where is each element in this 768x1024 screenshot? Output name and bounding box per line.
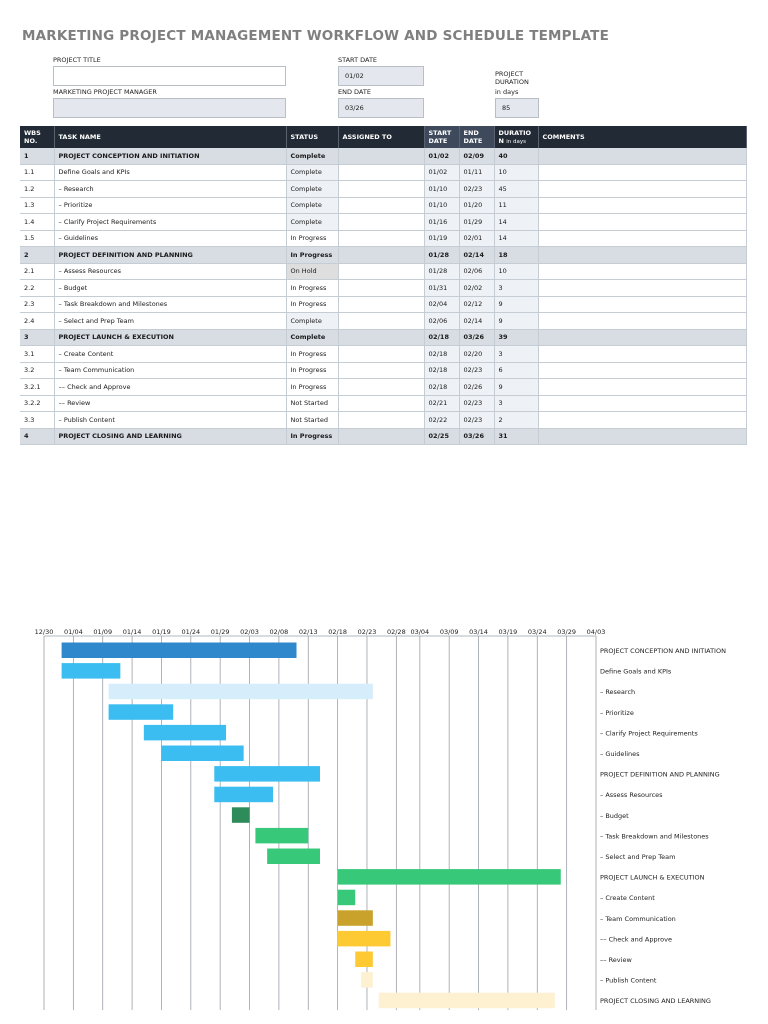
gantt-task-label: Define Goals and KPIs [600,667,672,676]
cell-duration[interactable]: 40 [494,148,538,164]
cell-end-date[interactable]: 02/23 [459,395,494,412]
gantt-bar [338,890,356,906]
cell-comments[interactable] [538,181,746,198]
gantt-task-label: – Clarify Project Requirements [600,729,698,738]
gantt-bar [214,787,273,803]
cell-assigned-to[interactable] [338,329,424,346]
x-tick-label: 01/09 [93,628,113,636]
x-tick-label: 02/18 [328,628,347,636]
cell-comments[interactable] [538,329,746,346]
cell-duration[interactable]: 10 [494,263,538,280]
cell-start-date[interactable]: 01/16 [424,214,459,231]
cell-comments[interactable] [538,428,746,445]
table-row[interactable] [20,362,746,379]
cell-assigned-to[interactable] [338,313,424,330]
cell-duration[interactable]: 9 [494,296,538,313]
table-row[interactable] [20,379,746,396]
cell-assigned-to[interactable] [338,148,424,164]
x-tick-label: 02/13 [298,628,318,636]
cell-comments[interactable] [538,230,746,247]
cell-assigned-to[interactable] [338,263,424,280]
gantt-task-label: PROJECT CONCEPTION AND INITIATION [600,647,726,655]
header-duration-text: DURATIO N [498,128,532,145]
cell-duration[interactable]: 39 [494,329,538,346]
x-tick-label: 02/28 [386,628,406,636]
cell-end-date[interactable]: 02/01 [459,230,494,247]
gantt-bar [267,849,320,865]
cell-duration[interactable]: 18 [494,247,538,264]
gantt-bar [109,704,174,720]
table-row[interactable] [20,214,746,231]
cell-task-name[interactable]: PROJECT CLOSING AND LEARNING [54,428,286,445]
cell-end-date[interactable]: 02/23 [459,181,494,198]
cell-comments[interactable] [538,346,746,363]
cell-assigned-to[interactable] [338,362,424,379]
cell-wbs[interactable]: 1.5 [20,230,54,247]
gantt-task-label: – Task Breakdown and Milestones [600,832,709,841]
cell-task-name[interactable]: –– Check and Approve [54,379,286,396]
x-tick-label: 03/24 [527,628,547,636]
header-wbs: WBS NO. [20,126,54,148]
cell-assigned-to[interactable] [338,280,424,297]
page-title: MARKETING PROJECT MANAGEMENT WORKFLOW AND SCHEDULE TEMPLATE [22,28,610,44]
cell-task-name[interactable]: Define Goals and KPIs [54,164,286,181]
cell-assigned-to[interactable] [338,412,424,429]
cell-task-name[interactable]: – Budget [54,280,286,297]
cell-comments[interactable] [538,412,746,429]
cell-status[interactable]: Complete [286,181,338,198]
x-tick-label: 04/03 [586,628,606,636]
gantt-bar [232,807,250,823]
cell-comments[interactable] [538,296,746,313]
cell-end-date[interactable]: 02/23 [459,362,494,379]
cell-wbs[interactable]: 1.1 [20,164,54,181]
start-date-label: START DATE [338,56,378,64]
cell-status[interactable]: Complete [286,214,338,231]
table-row[interactable] [20,313,746,330]
gantt-task-label: PROJECT DEFINITION AND PLANNING [600,770,720,779]
cell-task-name[interactable]: PROJECT DEFINITION AND PLANNING [54,247,286,264]
header-assigned-to: ASSIGNED TO [338,126,424,148]
cell-wbs[interactable]: 2.3 [20,296,54,313]
gantt-bar [62,663,121,679]
cell-wbs[interactable]: 2 [20,247,54,264]
cell-end-date[interactable]: 02/26 [459,379,494,396]
cell-start-date[interactable]: 01/28 [424,263,459,280]
cell-task-name[interactable]: PROJECT LAUNCH & EXECUTION [54,329,286,346]
cell-end-date[interactable]: 01/11 [459,164,494,181]
cell-comments[interactable] [538,197,746,214]
cell-status[interactable]: Complete [286,313,338,330]
cell-start-date[interactable]: 02/18 [424,329,459,346]
cell-end-date[interactable]: 02/14 [459,313,494,330]
phase-row[interactable] [20,329,746,346]
phase-row[interactable] [20,428,746,445]
start-date-field[interactable]: 01/02 [338,66,424,86]
table-row[interactable] [20,346,746,363]
cell-wbs[interactable]: 3.2 [20,362,54,379]
cell-wbs[interactable]: 1.4 [20,214,54,231]
cell-duration[interactable]: 2 [494,412,538,429]
cell-start-date[interactable]: 02/21 [424,395,459,412]
table-row[interactable] [20,181,746,198]
table-row[interactable] [20,197,746,214]
cell-comments[interactable] [538,247,746,264]
x-tick-label: 02/23 [357,628,377,636]
cell-assigned-to[interactable] [338,296,424,313]
cell-comments[interactable] [538,313,746,330]
x-tick-label: 03/19 [498,628,518,636]
cell-end-date[interactable]: 03/26 [459,329,494,346]
phase-row[interactable] [20,148,746,164]
cell-status[interactable]: Not Started [286,412,338,429]
x-tick-label: 01/19 [152,628,171,636]
cell-assigned-to[interactable] [338,428,424,445]
cell-status[interactable]: Not Started [286,395,338,412]
cell-duration[interactable]: 10 [494,164,538,181]
x-tick-label: 02/08 [269,628,289,636]
cell-duration[interactable]: 45 [494,181,538,198]
cell-comments[interactable] [538,395,746,412]
cell-status[interactable]: Complete [286,329,338,346]
cell-task-name[interactable]: – Task Breakdown and Milestones [54,296,286,313]
x-tick-label: 01/24 [181,628,201,636]
cell-duration[interactable]: 6 [494,362,538,379]
cell-end-date[interactable]: 02/12 [459,296,494,313]
table-row[interactable] [20,263,746,280]
cell-end-date[interactable]: 02/14 [459,247,494,264]
table-header-row [20,126,746,148]
x-tick-label: 01/29 [210,628,230,636]
cell-status[interactable]: On Hold [286,263,338,280]
cell-end-date[interactable]: 02/02 [459,280,494,297]
cell-status[interactable]: In Progress [286,428,338,445]
phase-row[interactable] [20,247,746,264]
manager-label: MARKETING PROJECT MANAGER [53,88,157,96]
gantt-task-label: –– Check and Approve [600,935,672,944]
header-start-date: START DATE [424,126,459,148]
table-row[interactable] [20,395,746,412]
gantt-chart [0,622,768,1017]
cell-assigned-to[interactable] [338,346,424,363]
table-row[interactable] [20,280,746,297]
cell-assigned-to[interactable] [338,230,424,247]
cell-wbs[interactable]: 2.4 [20,313,54,330]
cell-task-name[interactable]: – Assess Resources [54,263,286,280]
gantt-bar [144,725,226,741]
header-duration [494,126,538,148]
cell-wbs[interactable]: 3.1 [20,346,54,363]
gantt-bar [255,828,308,844]
header-status: STATUS [286,126,338,148]
cell-start-date[interactable]: 02/06 [424,313,459,330]
cell-task-name[interactable]: – Create Content [54,346,286,363]
cell-status[interactable]: Complete [286,148,338,164]
table-row[interactable] [20,296,746,313]
cell-assigned-to[interactable] [338,395,424,412]
cell-end-date[interactable]: 02/23 [459,412,494,429]
x-tick-label: 03/14 [469,628,488,636]
x-tick-label: 01/04 [63,628,83,636]
duration-field: 85 [495,98,539,118]
cell-duration[interactable]: 14 [494,230,538,247]
cell-wbs[interactable]: 1.3 [20,197,54,214]
gantt-bar [379,993,555,1009]
x-tick-label: 02/03 [240,628,259,636]
cell-status[interactable]: In Progress [286,346,338,363]
cell-wbs[interactable]: 3.3 [20,412,54,429]
table-row[interactable] [20,164,746,181]
gantt-task-label: – Team Communication [600,914,676,923]
gantt-task-label: – Assess Resources [600,791,663,800]
cell-status[interactable]: In Progress [286,230,338,247]
cell-comments[interactable] [538,164,746,181]
cell-end-date[interactable]: 03/26 [459,428,494,445]
table-row[interactable] [20,230,746,247]
cell-wbs[interactable]: 3.2.2 [20,395,54,412]
cell-status[interactable]: Complete [286,164,338,181]
cell-end-date[interactable]: 02/06 [459,263,494,280]
end-date-field[interactable]: 03/26 [338,98,424,118]
cell-wbs[interactable]: 3.2.1 [20,379,54,396]
cell-start-date[interactable]: 01/19 [424,230,459,247]
cell-duration[interactable]: 9 [494,313,538,330]
project-title-label: PROJECT TITLE [53,56,101,64]
cell-start-date[interactable]: 02/25 [424,428,459,445]
x-tick-label: 12/30 [34,628,54,636]
cell-status[interactable]: In Progress [286,379,338,396]
gantt-bar [161,746,243,762]
cell-task-name[interactable]: – Team Communication [54,362,286,379]
cell-duration[interactable]: 14 [494,214,538,231]
cell-end-date[interactable]: 02/20 [459,346,494,363]
gantt-task-label: PROJECT LAUNCH & EXECUTION [600,873,705,882]
cell-status[interactable]: Complete [286,197,338,214]
cell-start-date[interactable]: 02/04 [424,296,459,313]
cell-wbs[interactable]: 2.2 [20,280,54,297]
cell-duration[interactable]: 31 [494,428,538,445]
header-duration-sub: in days [506,138,526,145]
cell-comments[interactable] [538,263,746,280]
gantt-task-label: – Budget [600,811,629,820]
cell-status[interactable]: In Progress [286,296,338,313]
task-table [20,126,747,445]
cell-duration[interactable]: 3 [494,280,538,297]
header-comments: COMMENTS [538,126,746,148]
cell-assigned-to[interactable] [338,181,424,198]
x-tick-label: 01/14 [122,628,142,636]
duration-label: PROJECT DURATION [495,70,529,86]
cell-wbs[interactable]: 1 [20,148,54,164]
cell-start-date[interactable]: 02/18 [424,346,459,363]
gantt-bar [361,972,373,988]
manager-field[interactable] [53,98,286,118]
cell-end-date[interactable]: 01/20 [459,197,494,214]
gantt-task-label: – Guidelines [600,750,640,758]
cell-start-date[interactable]: 02/22 [424,412,459,429]
cell-assigned-to[interactable] [338,164,424,181]
cell-start-date[interactable]: 01/10 [424,181,459,198]
duration-sublabel: in days [495,88,519,96]
cell-status[interactable]: In Progress [286,247,338,264]
cell-duration[interactable]: 3 [494,395,538,412]
cell-start-date[interactable]: 01/02 [424,164,459,181]
gantt-bar [62,643,297,659]
gantt-task-label: – Research [600,688,636,697]
cell-start-date[interactable]: 01/28 [424,247,459,264]
cell-comments[interactable] [538,148,746,164]
cell-duration[interactable]: 3 [494,346,538,363]
gantt-bar [338,910,373,926]
cell-start-date[interactable]: 01/02 [424,148,459,164]
gantt-task-label: –– Review [600,956,632,964]
cell-status[interactable]: In Progress [286,280,338,297]
x-tick-label: 03/04 [410,628,430,636]
cell-start-date[interactable]: 01/31 [424,280,459,297]
header-task-name: TASK NAME [54,126,286,148]
x-tick-label: 03/29 [557,628,577,636]
gantt-task-label: – Prioritize [600,708,634,717]
cell-end-date[interactable]: 02/09 [459,148,494,164]
cell-comments[interactable] [538,379,746,396]
cell-assigned-to[interactable] [338,247,424,264]
project-title-field[interactable] [53,66,286,86]
cell-assigned-to[interactable] [338,197,424,214]
cell-comments[interactable] [538,214,746,231]
cell-duration[interactable]: 9 [494,379,538,396]
gantt-task-label: – Publish Content [600,976,657,985]
gantt-task-label: PROJECT CLOSING AND LEARNING [600,997,711,1006]
cell-task-name[interactable]: PROJECT CONCEPTION AND INITIATION [54,148,286,164]
gantt-bar [109,684,373,700]
cell-task-name[interactable]: – Research [54,181,286,198]
gantt-task-label: – Create Content [600,894,655,903]
cell-start-date[interactable]: 02/18 [424,379,459,396]
cell-start-date[interactable]: 02/18 [424,362,459,379]
task-table-body [20,148,746,445]
header-end-date: END DATE [459,126,494,148]
cell-assigned-to[interactable] [338,214,424,231]
cell-wbs[interactable]: 3 [20,329,54,346]
cell-assigned-to[interactable] [338,379,424,396]
cell-wbs[interactable]: 4 [20,428,54,445]
x-tick-label: 03/09 [439,628,459,636]
gantt-bar [338,931,391,947]
gantt-bar [338,869,561,885]
cell-end-date[interactable]: 01/29 [459,214,494,231]
gantt-task-label: – Select and Prep Team [600,853,676,861]
end-date-label: END DATE [338,88,371,96]
cell-task-name[interactable]: – Publish Content [54,412,286,429]
cell-task-name[interactable]: –– Review [54,395,286,412]
table-row[interactable] [20,412,746,429]
cell-wbs[interactable]: 1.2 [20,181,54,198]
cell-start-date[interactable]: 01/10 [424,197,459,214]
gantt-bar [355,952,373,968]
gantt-bar [214,766,320,782]
cell-task-name[interactable]: – Guidelines [54,230,286,247]
cell-duration[interactable]: 11 [494,197,538,214]
cell-task-name[interactable]: – Select and Prep Team [54,313,286,330]
cell-wbs[interactable]: 2.1 [20,263,54,280]
cell-status[interactable]: In Progress [286,362,338,379]
cell-task-name[interactable]: – Prioritize [54,197,286,214]
cell-comments[interactable] [538,280,746,297]
cell-task-name[interactable]: – Clarify Project Requirements [54,214,286,231]
cell-comments[interactable] [538,362,746,379]
